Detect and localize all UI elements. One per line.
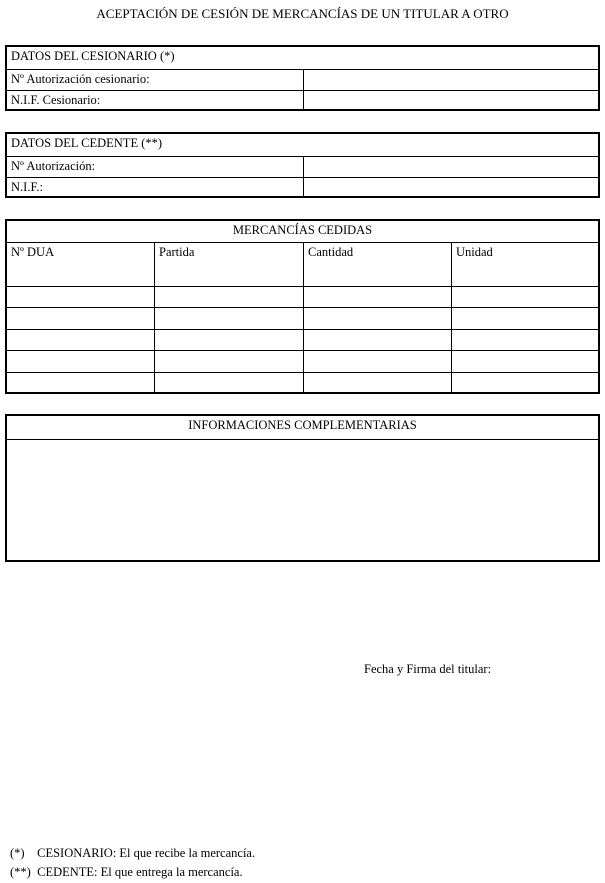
cell-dua[interactable]	[7, 373, 154, 394]
footnote-cesionario	[10, 846, 255, 861]
informaciones-content[interactable]	[7, 440, 598, 560]
column-header-unidad: Unidad	[456, 245, 493, 259]
cesionario-header: DATOS DEL CESIONARIO (*)	[11, 49, 175, 63]
cell-unidad[interactable]	[452, 351, 598, 372]
cesionario-autorizacion-row	[7, 69, 598, 90]
mercancias-columns-row	[7, 242, 598, 264]
cell-unidad[interactable]	[452, 330, 598, 351]
cell-unidad[interactable]	[452, 373, 598, 394]
cell-partida[interactable]	[155, 373, 303, 394]
column-header-dua: Nº DUA	[11, 245, 55, 259]
table-row	[7, 372, 598, 394]
cedente-header-row	[7, 134, 598, 156]
table-row	[7, 307, 598, 329]
cell-unidad[interactable]	[452, 264, 598, 286]
cedente-autorizacion-row	[7, 156, 598, 177]
cell-cantidad[interactable]	[304, 373, 451, 394]
cell-unidad[interactable]	[452, 308, 598, 329]
cell-dua[interactable]	[7, 264, 154, 286]
cell-partida[interactable]	[155, 264, 303, 286]
cell-partida[interactable]	[155, 351, 303, 372]
column-header-partida: Partida	[159, 245, 195, 259]
cedente-nif-row	[7, 177, 598, 196]
table-row	[7, 350, 598, 372]
mercancias-header-row	[7, 221, 598, 242]
cesionario-nif-row	[7, 90, 598, 109]
cell-dua[interactable]	[7, 330, 154, 351]
footnote-mark: (**)	[10, 865, 31, 879]
informaciones-header: INFORMACIONES COMPLEMENTARIAS	[188, 418, 417, 432]
document-title: ACEPTACIÓN DE CESIÓN DE MERCANCÍAS DE UN TITULAR A OTRO	[96, 6, 509, 21]
informaciones-header-row	[7, 416, 598, 439]
cell-dua[interactable]	[7, 308, 154, 329]
column-header-cantidad: Cantidad	[308, 245, 354, 259]
cell-partida[interactable]	[155, 308, 303, 329]
table-row	[7, 264, 598, 286]
cedente-nif-label: N.I.F.:	[11, 180, 43, 194]
cesionario-header-row	[7, 47, 598, 69]
footnote-cedente	[10, 865, 243, 880]
mercancias-section	[5, 219, 600, 394]
cell-cantidad[interactable]	[304, 264, 451, 286]
signature-label: Fecha y Firma del titular:	[364, 662, 492, 676]
cesionario-nif-label: N.I.F. Cesionario:	[11, 93, 101, 107]
cell-unidad[interactable]	[452, 287, 598, 308]
cell-dua[interactable]	[7, 351, 154, 372]
table-row	[7, 286, 598, 308]
informaciones-content-area[interactable]	[7, 439, 598, 560]
cell-cantidad[interactable]	[304, 330, 451, 351]
cell-cantidad[interactable]	[304, 351, 451, 372]
cell-cantidad[interactable]	[304, 287, 451, 308]
cesionario-autorizacion-label: Nº Autorización cesionario:	[11, 72, 150, 86]
cell-dua[interactable]	[7, 287, 154, 308]
cell-cantidad[interactable]	[304, 308, 451, 329]
cesionario-section	[5, 45, 600, 111]
cedente-section	[5, 132, 600, 198]
footnote-text: CEDENTE: El que entrega la mercancía.	[37, 865, 243, 879]
cell-partida[interactable]	[155, 330, 303, 351]
cesionario-autorizacion-value[interactable]	[304, 70, 598, 90]
cedente-autorizacion-label: Nº Autorización:	[11, 159, 96, 173]
cedente-header: DATOS DEL CEDENTE (**)	[11, 136, 163, 150]
informaciones-section	[5, 414, 600, 562]
cesionario-nif-value[interactable]	[304, 91, 598, 109]
cedente-autorizacion-value[interactable]	[304, 157, 598, 177]
cell-partida[interactable]	[155, 287, 303, 308]
table-row	[7, 329, 598, 351]
footnote-text: CESIONARIO: El que recibe la mercancía.	[37, 846, 256, 860]
cedente-nif-value[interactable]	[304, 178, 598, 196]
footnote-mark: (*)	[10, 846, 25, 860]
mercancias-header: MERCANCÍAS CEDIDAS	[232, 223, 373, 237]
